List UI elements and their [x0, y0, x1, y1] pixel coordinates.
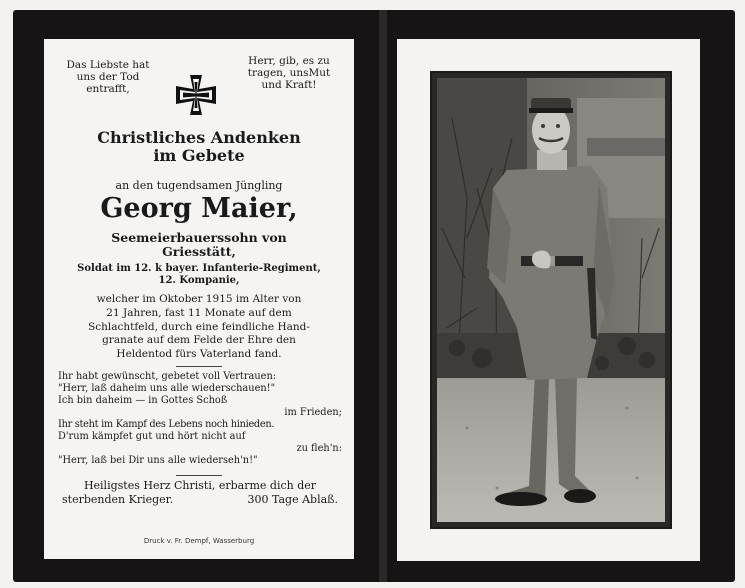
poem: [58, 371, 342, 467]
indulgence-prayer: [56, 479, 344, 507]
heading: [44, 129, 354, 165]
divider: [176, 366, 222, 367]
verse-line: tragen, unsMut: [247, 67, 331, 79]
verse-line: Das Liebste hat: [66, 59, 150, 71]
poem-line: Ich bin daheim — in Gottes Schoß: [58, 395, 228, 406]
top-left-verse: [62, 59, 154, 95]
poem-line: Ihr habt gewünscht, gebetet voll Vertrauen:: [58, 371, 277, 382]
soldier-portrait-image: [437, 78, 665, 522]
origin: [44, 231, 354, 259]
notice-line: 21 Jahren, fast 11 Monate auf dem: [106, 306, 292, 319]
unit-line: 12. Kompanie,: [158, 275, 240, 286]
poem-line: "Herr, laß bei Dir uns alle wiederseh'n!": [58, 455, 258, 466]
divider: [176, 475, 222, 476]
origin-line: Griesstätt,: [162, 244, 236, 259]
poem-line: Ihr steht im Kampf des Lebens noch hinieden.: [58, 419, 275, 430]
verse-line: entrafft,: [86, 83, 130, 95]
photo-panel: [397, 39, 700, 561]
soldier-portrait-photo: [437, 78, 665, 522]
indulgence-days: 300 Tage Ablaß.: [247, 493, 338, 506]
notice-line: welcher im Oktober 1915 im Alter von: [96, 293, 302, 305]
heading-line: im Gebete: [153, 146, 245, 165]
memorial-card: [13, 10, 735, 582]
photo-frame: [430, 71, 672, 529]
poem-line: im Frieden;: [284, 407, 342, 418]
origin-line: Seemeierbauerssohn von: [111, 230, 287, 245]
notice-line: granate auf dem Felde der Ehre den: [102, 334, 296, 347]
iron-cross-icon: [174, 73, 218, 117]
poem-line: zu fleh'n:: [296, 443, 342, 454]
poem-line: D'rum kämpfet gut und hört nicht auf: [58, 431, 246, 442]
verse-line: uns der Tod: [76, 71, 140, 83]
notice-line: Schlachtfeld, durch eine feindliche Hand-: [88, 320, 310, 333]
prayer-row: [56, 493, 344, 507]
unit-line: Soldat im 12. k bayer. Infanterie-Regiment,: [77, 263, 321, 274]
dedication: an den tugendsamen Jüngling: [115, 179, 283, 192]
notice-line: Heldentod fürs Vaterland fand.: [116, 348, 282, 361]
prayer-line: Heiligstes Herz Christi, erbarme dich der: [83, 479, 317, 492]
heading-line: Christliches Andenken: [97, 128, 301, 147]
printer-credit: Druck v. Fr. Dempf, Wasserburg: [143, 537, 255, 545]
verse-line: Herr, gib, es zu: [248, 55, 330, 67]
military-unit: [44, 263, 354, 287]
text-panel: [44, 39, 354, 559]
poem-line: "Herr, laß daheim uns alle wiederschauen!": [58, 383, 276, 394]
verse-line: und Kraft!: [261, 79, 317, 91]
death-notice: [44, 293, 354, 362]
card-fold: [379, 10, 387, 582]
deceased-name: Georg Maier,: [100, 193, 298, 224]
prayer-line: sterbenden Krieger.: [62, 493, 174, 506]
top-right-verse: [234, 55, 344, 91]
